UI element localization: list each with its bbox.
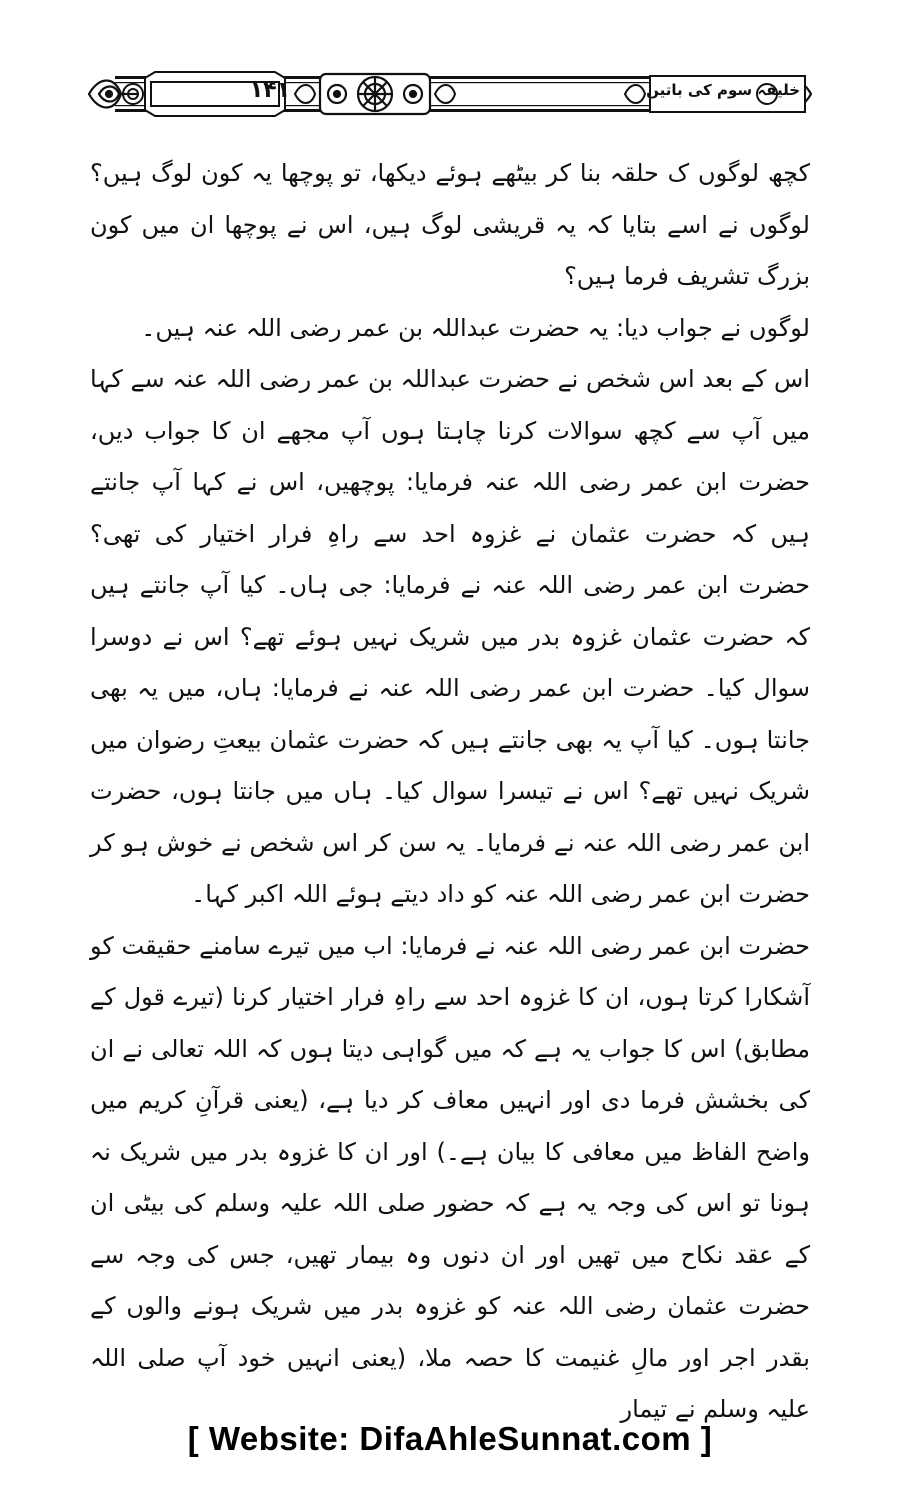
page-number: ۱۴۱ <box>249 78 291 103</box>
page-body <box>90 148 810 1436</box>
page-header <box>85 68 815 120</box>
running-title: خلیفہ سوم کی باتیں <box>646 81 800 99</box>
center-medallion-icon <box>320 74 430 114</box>
paragraph: لوگوں نے جواب دیا: یہ حضرت عبداللہ بن عمر رضی اللہ عنہ ہیں۔ <box>141 313 810 342</box>
paragraph: کچھ لوگوں ک حلقہ بنا کر بیٹھے ہوئے دیکھا، تو پوچھا یہ کون لوگ ہیں؟ لوگوں نے اسے بتایا کہ یہ قریشی لوگ ہیں، اس نے پوچھا ان میں کون بزرگ تشریف فرما ہیں؟ <box>90 159 810 290</box>
website-footer: [ Website: DifaAhleSunnat.com ] <box>187 1420 713 1457</box>
paragraph: اس کے بعد اس شخص نے حضرت عبداللہ بن عمر رضی اللہ عنہ سے کہا میں آپ سے کچھ سوالات کرنا چاہتا ہوں آپ مجھے ان کا جواب دیں، حضرت ابن عمر رضی اللہ عنہ فرمایا: پوچھیں، اس نے کہا آپ جانتے ہیں کہ حضرت عثمان نے غزوہ احد سے راہِ فرار اختیار کی تھی؟ حضرت ابن عمر رضی اللہ عنہ نے فرمایا: جی ہاں۔ کیا آپ جانتے ہیں کہ حضرت عثمان غزوہ بدر میں شریک نہیں ہوئے تھے؟ اس نے دوسرا سوال کیا۔ حضرت ابن عمر رضی اللہ عنہ نے فرمایا: ہاں، میں یہ بھی جانتا ہوں۔ کیا آپ یہ بھی جانتے ہیں کہ حضرت عثمان بیعتِ رضوان میں شریک نہیں تھے؟ اس نے تیسرا سوال کیا۔ ہاں میں جانتا ہوں، حضرت ابن عمر رضی اللہ عنہ نے فرمایا۔ یہ سن کر اس شخص نے خوش ہو کر حضرت ابن عمر رضی اللہ عنہ کو داد دیتے ہوئے اللہ اکبر کہا۔ <box>90 365 810 908</box>
paragraph: حضرت ابن عمر رضی اللہ عنہ نے فرمایا: اب میں تیرے سامنے حقیقت کو آشکارا کرتا ہوں، ان کا غزوہ احد سے راہِ فرار اختیار کرنا (تیرے قول کے مطابق) اس کا جواب یہ ہے کہ میں گواہی دیتا ہوں کہ اللہ تعالی نے ان کی بخشش فرما دی اور انہیں معاف کر دیا ہے، (یعنی قرآنِ کریم میں واضح الفاظ میں معافی کا بیان ہے۔) اور ان کا غزوہ بدر میں شریک نہ ہونا تو اس کی وجہ یہ ہے کہ حضور صلی اللہ علیہ وسلم کی بیٹی ان کے عقد نکاح میں تھیں اور ان دنوں وہ بیمار تھیں، جس کی وجہ سے حضرت عثمان رضی اللہ عنہ کو غزوہ بدر میں شریک ہونے والوں کے بقدر اجر اور مالِ غنیمت کا حصہ ملا، (یعنی انہیں خود آپ صلی اللہ علیہ وسلم نے تیمار <box>90 931 810 1423</box>
